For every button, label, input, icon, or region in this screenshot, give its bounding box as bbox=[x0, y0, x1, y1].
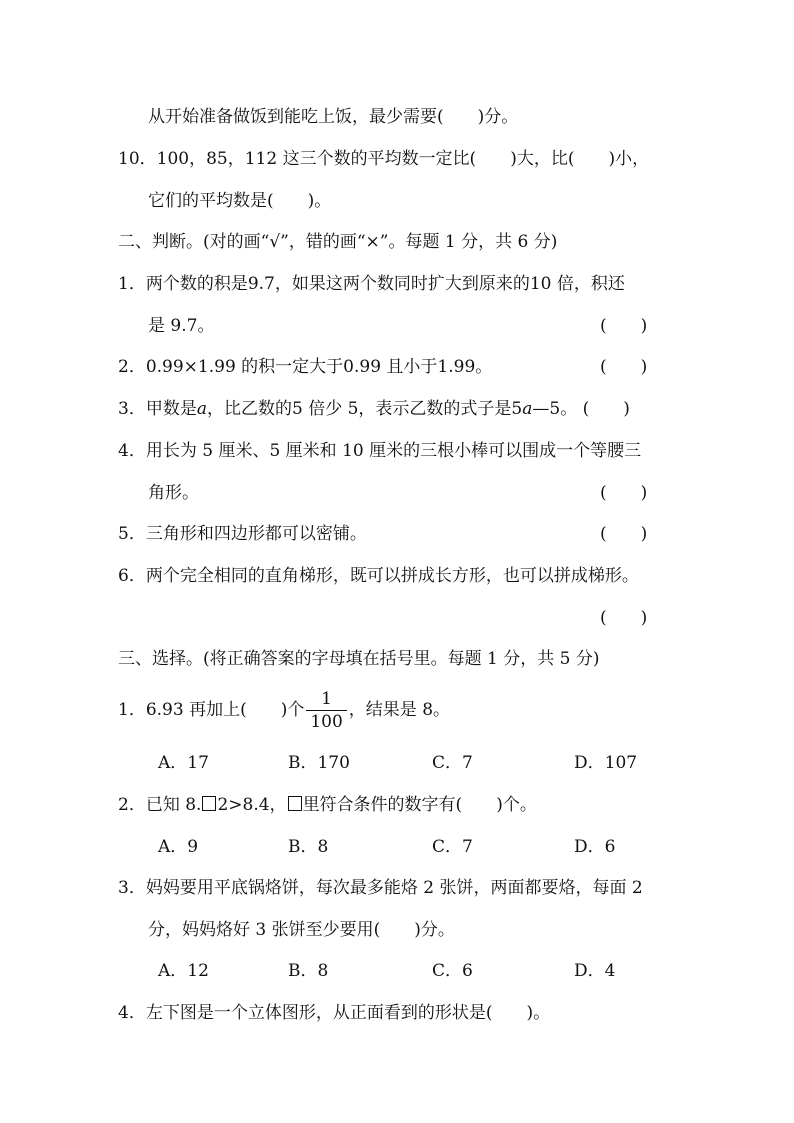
section-3-heading: 三、选择。(将正确答案的字母填在括号里。每题 1 分，共 5 分) bbox=[118, 649, 600, 669]
variable-a: a bbox=[522, 399, 533, 419]
option-a[interactable]: A．9 bbox=[158, 837, 199, 857]
option-a[interactable]: A．12 bbox=[158, 961, 209, 981]
choice-question-1-prefix: 1．6.93 再加上( )个 bbox=[118, 700, 305, 720]
blank-box-icon bbox=[288, 796, 302, 811]
judge-question-3-middle: ，比乙数的5 倍少 5，表示乙数的式子是5 bbox=[206, 399, 523, 419]
option-c[interactable]: C．6 bbox=[432, 961, 473, 981]
fraction-denominator: 100 bbox=[310, 712, 343, 732]
option-d[interactable]: D．4 bbox=[574, 961, 616, 981]
option-b[interactable]: B．8 bbox=[288, 961, 329, 981]
judge-question-4: 4．用长为 5 厘米、5 厘米和 10 厘米的三根小棒可以围成一个等腰三 bbox=[118, 441, 642, 461]
judge-question-5: 5．三角形和四边形都可以密铺。 bbox=[118, 524, 367, 544]
option-a[interactable]: A．17 bbox=[158, 753, 209, 773]
question-10-continuation: 它们的平均数是( )。 bbox=[148, 191, 332, 211]
option-d[interactable]: D．107 bbox=[574, 753, 638, 773]
judge-question-3 bbox=[118, 398, 630, 420]
choice-question-1-suffix: ，结果是 8。 bbox=[348, 700, 451, 720]
section-2-heading: 二、判断。(对的画“√”，错的画“×”。每题 1 分，共 6 分) bbox=[118, 232, 558, 252]
option-b[interactable]: B．8 bbox=[288, 837, 329, 857]
judge-question-1-continuation: 是 9.7。 bbox=[148, 316, 215, 336]
judge-question-4-continuation: 角形。 bbox=[148, 483, 199, 503]
answer-blank[interactable]: ( ) bbox=[600, 483, 648, 503]
option-b[interactable]: B．170 bbox=[288, 753, 350, 773]
option-c[interactable]: C．7 bbox=[432, 837, 473, 857]
choice-question-4: 4．左下图是一个立体图形，从正面看到的形状是( )。 bbox=[118, 1003, 551, 1023]
answer-blank[interactable]: ( ) bbox=[600, 316, 648, 336]
choice-question-1 bbox=[118, 688, 450, 733]
question-9-continuation: 从开始准备做饭到能吃上饭，最少需要( )分。 bbox=[148, 107, 519, 127]
judge-question-1: 1．两个数的积是9.7，如果这两个数同时扩大到原来的10 倍，积还 bbox=[118, 274, 625, 294]
fraction-one-hundredth bbox=[306, 688, 346, 733]
option-c[interactable]: C．7 bbox=[432, 753, 473, 773]
judge-question-2: 2．0.99×1.99 的积一定大于0.99 且小于1.99。 bbox=[118, 357, 493, 377]
choice-question-3: 3．妈妈要用平底锅烙饼，每次最多能烙 2 张饼，两面都要烙，每面 2 bbox=[118, 878, 643, 898]
choice-question-3-continuation: 分，妈妈烙好 3 张饼至少要用( )分。 bbox=[148, 920, 455, 940]
question-10: 10．100，85，112 这三个数的平均数一定比( )大，比( )小， bbox=[118, 149, 650, 169]
variable-a: a bbox=[196, 399, 207, 419]
option-d[interactable]: D．6 bbox=[574, 837, 616, 857]
answer-blank[interactable]: ( ) bbox=[600, 524, 648, 544]
answer-blank[interactable]: ( ) bbox=[600, 357, 648, 377]
judge-question-6: 6．两个完全相同的直角梯形，既可以拼成长方形，也可以拼成梯形。 bbox=[118, 566, 639, 586]
judge-question-3-prefix: 3．甲数是 bbox=[118, 399, 197, 419]
blank-box-icon bbox=[202, 796, 216, 811]
choice-question-2-inequality: 2>8.4， bbox=[217, 795, 287, 815]
choice-question-2-prefix: 2．已知 8. bbox=[118, 795, 202, 815]
answer-blank[interactable]: ( ) bbox=[600, 608, 648, 628]
choice-question-2-suffix: 里符合条件的数字有( )个。 bbox=[302, 795, 537, 815]
choice-question-2 bbox=[118, 794, 537, 816]
fraction-numerator: 1 bbox=[306, 688, 346, 711]
judge-question-3-suffix[interactable]: —5。 ( ) bbox=[532, 399, 630, 419]
